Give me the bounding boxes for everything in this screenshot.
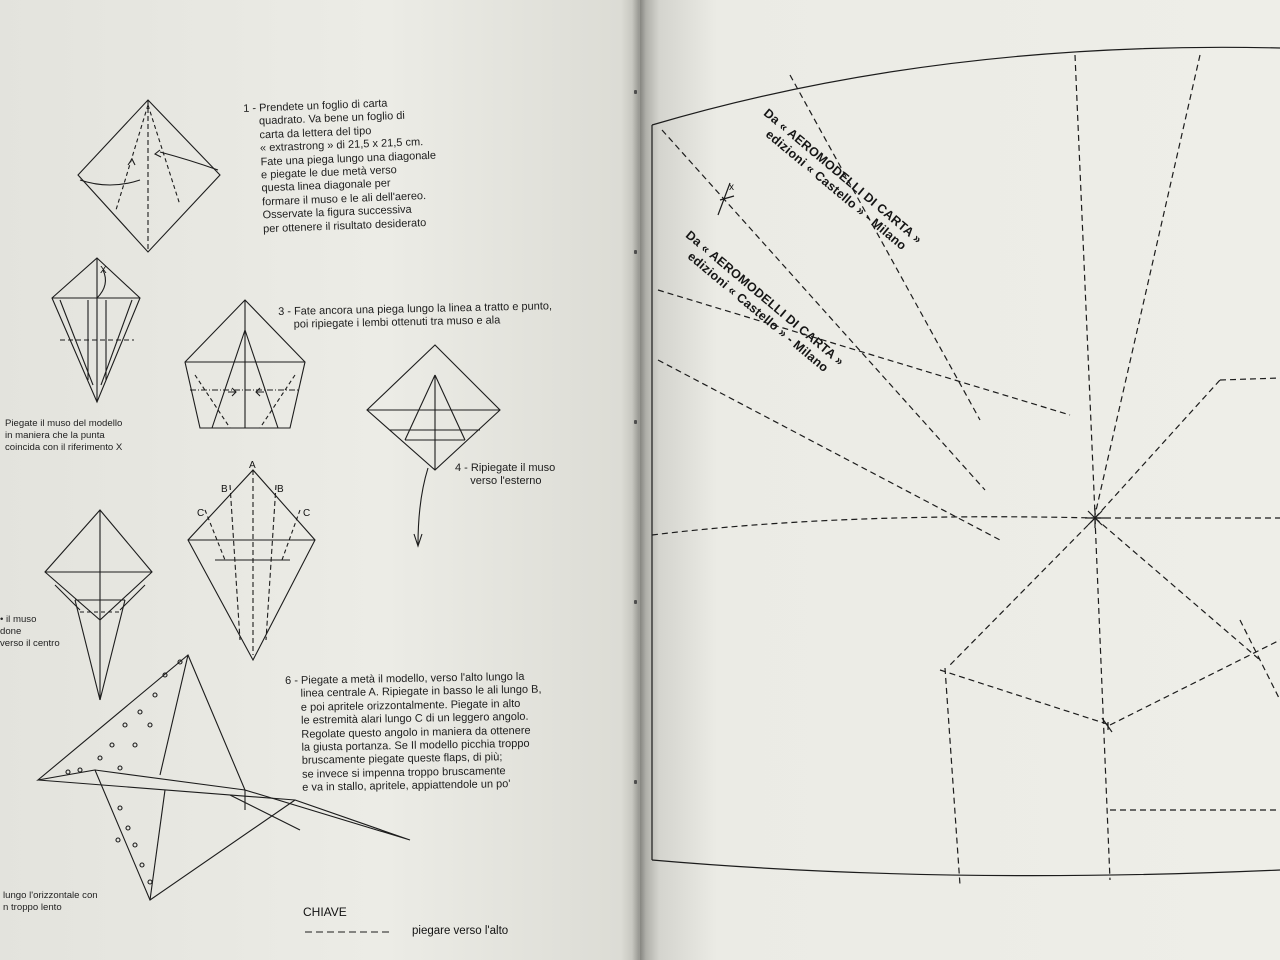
publisher-stamp-1: Da « AEROMODELLI DI CARTA » edizioni « Castello » - Milano: [751, 106, 925, 254]
diagram-step2: [52, 258, 140, 402]
right-page: [640, 0, 1280, 960]
publisher-stamp-2: Da « AEROMODELLI DI CARTA » edizioni « Castello » - Milano: [673, 228, 847, 376]
fold-lines: [652, 55, 1280, 885]
label-c-left: C: [197, 508, 205, 519]
template-top-edge: [652, 47, 1280, 125]
step2-caption: Piegate il muso del modello in maniera che la punta coincida con il riferimento X: [5, 418, 123, 453]
label-c-right: C: [303, 508, 311, 519]
label-x: X: [100, 265, 107, 276]
book-gutter: [632, 0, 646, 960]
diagram-step4: [367, 345, 500, 546]
key-fold-up-text: piegare verso l'alto: [412, 925, 509, 937]
diagram-step6: [188, 470, 315, 660]
center-mark: [1085, 508, 1105, 528]
label-a: A: [249, 460, 256, 471]
label-b-left: B: [221, 484, 228, 495]
step7-caption: lungo l'orizzontale con n troppo lento: [3, 890, 98, 913]
step1-text: 1 - Prendete un foglio di carta quadrato. Va bene un foglio di carta da lettera del tipo « extrastrong » di 21,5 x 21,5 cm. Fate una piega lungo una diagonale e piegate le due metà verso questa linea diagonale per formare il muso e le ali dell'aereo. Osservate la figura successiva per ottenere il risultato desiderato: [243, 97, 437, 236]
key-title: CHIAVE: [303, 905, 347, 919]
diagram-step5: [45, 510, 152, 700]
mark-x: x: [729, 182, 734, 193]
step5-caption: • il muso done verso il centro: [0, 614, 60, 649]
label-b-right: B: [277, 484, 284, 495]
cutout-template: [640, 0, 1280, 960]
diagram-step1: [78, 100, 220, 252]
step6-text: 6 - Piegate a metà il modello, verso l'alto lungo la linea centrale A. Ripiegate in basso le ali lungo B, e poi apritele orizzontalmente. Piegate in alto le estremità alari lungo C di un leggero angolo. Regolate questo angolo in maniera da ottenere la giusta portanza. Se Il modello picchia troppo bruscamente piegate queste flaps, di più; se invece si impenna troppo bruscamente e va in stallo, apritele, appiattendole un po': [285, 670, 542, 795]
step3-text: 3 - Fate ancora una piega lungo la linea a tratto e punto, poi ripiegate i lembi ottenuti tra muso e ala: [278, 300, 553, 332]
step4-text: 4 - Ripiegate il muso verso l'esterno: [455, 462, 556, 488]
